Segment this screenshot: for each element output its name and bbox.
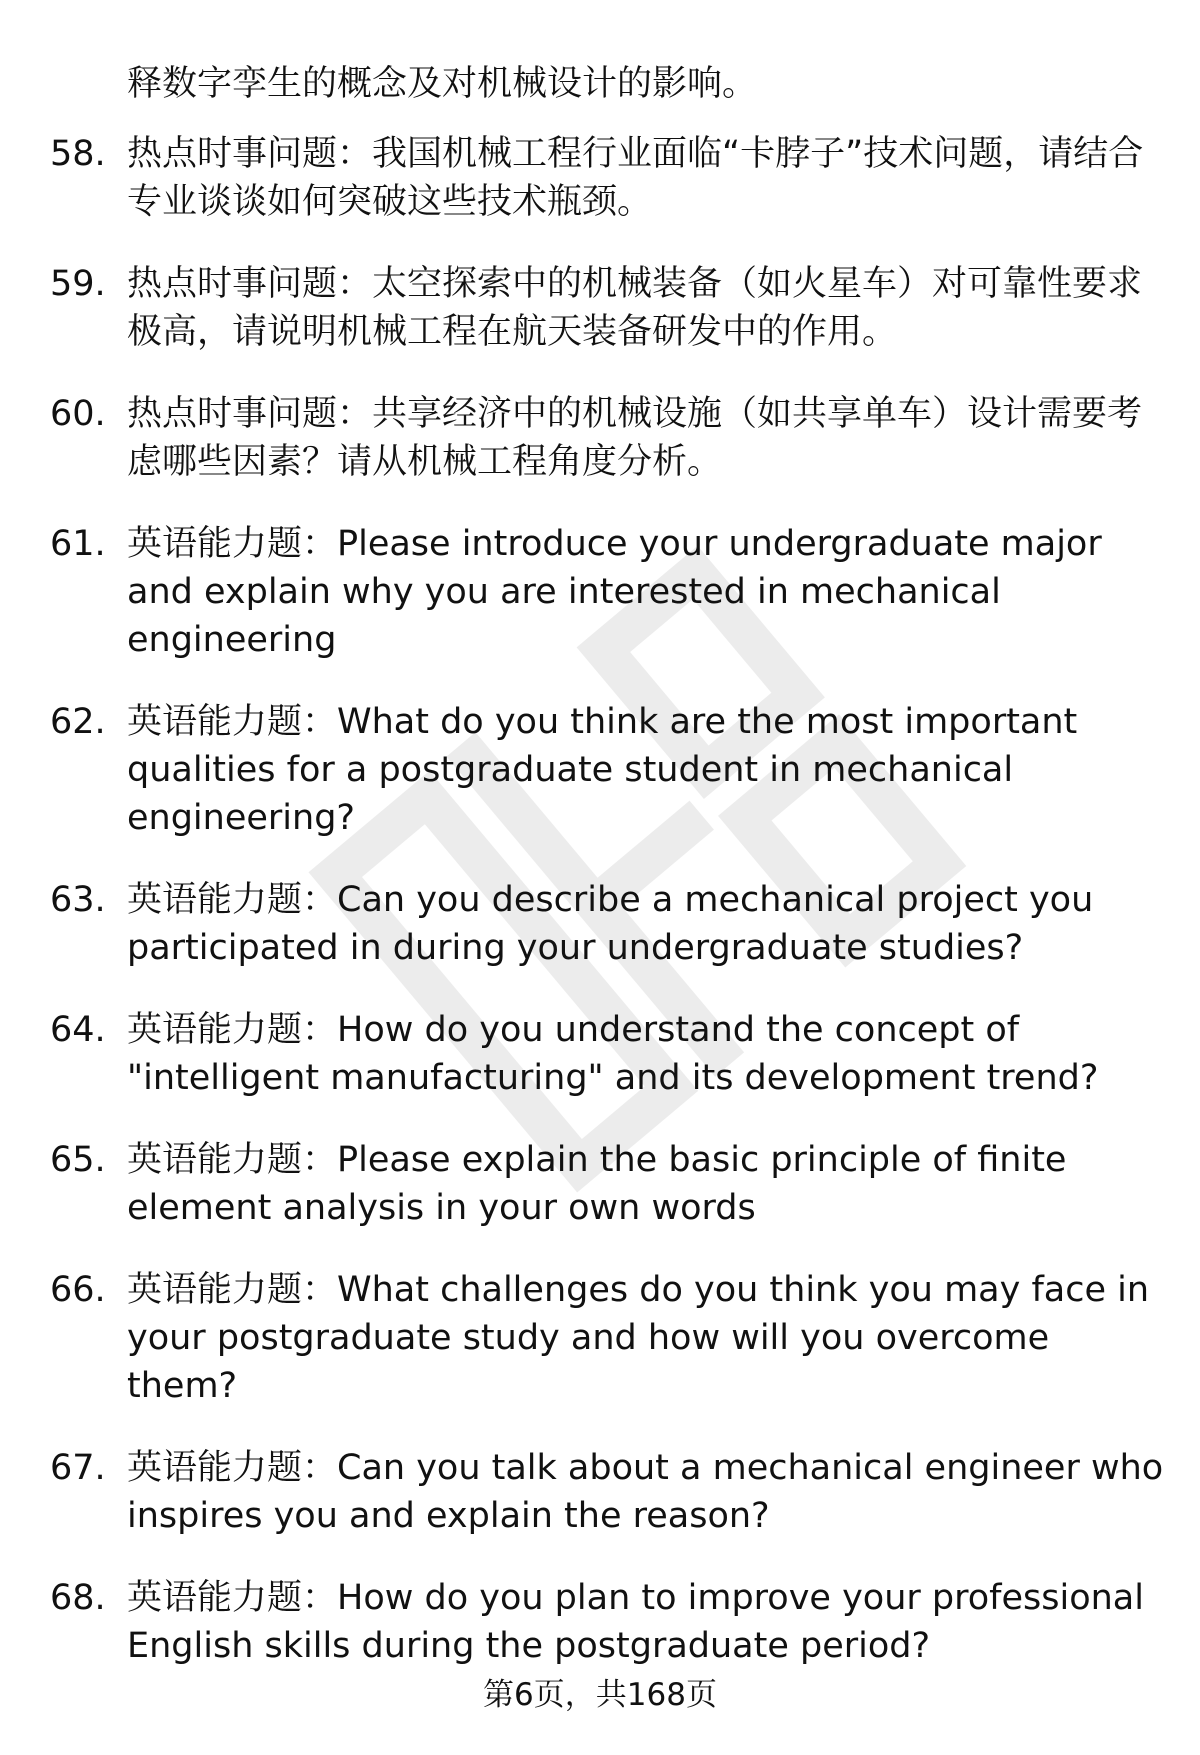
item-text: 热点时事问题：共享经济中的机械设施（如共享单车）设计需要考虑哪些因素？请从机械工程角度分析。 (127, 394, 1143, 482)
list-item (0, 260, 1200, 356)
list-item (0, 1574, 1200, 1670)
list-item (0, 1266, 1200, 1410)
item-number: 61. (50, 524, 106, 564)
item-number: 66. (50, 1270, 106, 1310)
list-item (0, 1136, 1200, 1232)
list-item (0, 876, 1200, 972)
item-text: 英语能力题：Please explain the basic principle of finite element analysis in your own words (127, 1140, 1067, 1228)
list-item (0, 520, 1200, 664)
item-text: 英语能力题：What do you think are the most important qualities for a postgraduate student in mechanical engineering? (127, 702, 1078, 838)
item-text: 英语能力题：How do you plan to improve your professional English skills during the postgraduate period? (127, 1578, 1144, 1666)
item-text: 英语能力题：Can you describe a mechanical project you participated in during your undergraduate studies? (127, 880, 1094, 968)
item-number: 60. (50, 394, 106, 434)
list-item (0, 1006, 1200, 1102)
item-number: 62. (50, 702, 106, 742)
item-number: 63. (50, 880, 106, 920)
item-number: 59. (50, 264, 106, 304)
item-number: 58. (50, 134, 106, 174)
item-text: 热点时事问题：太空探索中的机械装备（如火星车）对可靠性要求极高，请说明机械工程在航天装备研发中的作用。 (127, 264, 1143, 352)
list-item (0, 130, 1200, 226)
item-text: 英语能力题：Can you talk about a mechanical engineer who inspires you and explain the reason? (127, 1448, 1164, 1536)
list-item (0, 390, 1200, 486)
item-number: 64. (50, 1010, 106, 1050)
item-number: 67. (50, 1448, 106, 1488)
continuation-text: 释数字孪生的概念及对机械设计的影响。 (127, 64, 758, 104)
list-item (0, 698, 1200, 842)
item-number: 65. (50, 1140, 106, 1180)
item-text: 英语能力题：Please introduce your undergraduate major and explain why you are interested in mechanical engineering (127, 524, 1102, 660)
item-number: 68. (50, 1578, 106, 1618)
question-list (0, 130, 1200, 1704)
list-item (0, 1444, 1200, 1540)
item-text: 英语能力题：How do you understand the concept of "intelligent manufacturing" and its development trend? (127, 1010, 1099, 1098)
item-text: 热点时事问题：我国机械工程行业面临“卡脖子”技术问题，请结合专业谈谈如何突破这些技术瓶颈。 (127, 134, 1144, 222)
page-number-footer: 第6页，共168页 (483, 1677, 717, 1713)
item-text: 英语能力题：What challenges do you think you may face in your postgraduate study and how will you overcome them? (127, 1270, 1150, 1406)
